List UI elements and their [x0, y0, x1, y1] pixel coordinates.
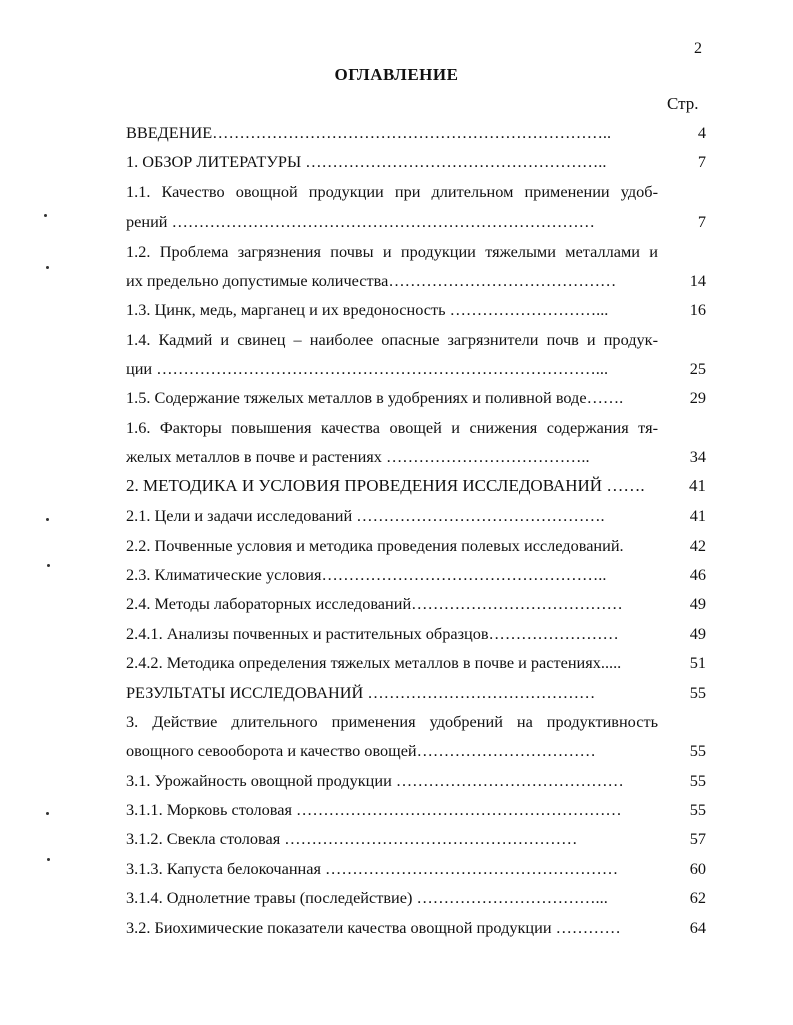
toc-entry-page: 29 — [689, 388, 706, 407]
toc-entry — [126, 268, 706, 294]
toc-entry — [126, 591, 706, 617]
toc-entry — [126, 915, 706, 941]
toc-entry — [126, 826, 706, 852]
toc-entry — [126, 356, 706, 382]
toc-entry-text: желых металлов в почве и растениях ……………………………….. — [126, 447, 590, 466]
toc-entry-text: ции ………………………………………………………………………... — [126, 359, 609, 378]
toc-entry — [126, 533, 706, 559]
toc-entry-page: 25 — [689, 359, 706, 378]
toc-entry-text: 3.1. Урожайность овощной продукции …………………………………… — [126, 771, 624, 790]
toc-entry — [126, 444, 706, 470]
toc-entry-text: 2.1. Цели и задачи исследований ………………………………………. — [126, 506, 605, 525]
toc-entry — [126, 797, 706, 823]
toc-entry-text: 2.4.2. Методика определения тяжелых металлов в почве и растениях..... — [126, 653, 622, 672]
scan-speck — [46, 266, 49, 269]
toc-entry — [126, 650, 706, 676]
toc-entry-page: 55 — [689, 800, 706, 819]
toc-entry-text: 2.3. Климатические условия…………………………………………….. — [126, 565, 607, 584]
toc-entry — [126, 149, 706, 175]
toc-entry-page: 7 — [697, 152, 706, 171]
toc-entry-page: 14 — [689, 271, 706, 290]
toc-entry-text: 2.2. Почвенные условия и методика проведения полевых исследований. — [126, 536, 624, 555]
toc-entry — [126, 885, 706, 911]
toc-entry-page: 60 — [689, 859, 706, 878]
toc-entry — [126, 621, 706, 647]
toc-entry-page: 49 — [689, 624, 706, 643]
toc-entry-page: 55 — [689, 741, 706, 760]
toc-entry-text: 1.4. Кадмий и свинец – наиболее опасные загрязнители почв и продук- — [126, 330, 658, 349]
toc-entry — [126, 415, 706, 441]
page-title: ОГЛАВЛЕНИЕ — [334, 65, 459, 84]
toc-entry-text: 1.2. Проблема загрязнения почвы и продукции тяжелыми металлами и — [126, 242, 658, 261]
toc-entry-text: 3.1.3. Капуста белокочанная ……………………………………………… — [126, 859, 619, 878]
toc-entry-page: 55 — [689, 771, 706, 790]
scan-speck — [47, 564, 50, 567]
toc-entry-text: 1.1. Качество овощной продукции при длительном применении удоб- — [126, 182, 658, 201]
page-number: 2 — [694, 40, 702, 57]
toc-entry-page: 41 — [689, 506, 706, 525]
toc-entry-page: 62 — [689, 888, 706, 907]
toc-entry-page: 41 — [689, 476, 706, 495]
toc-entry-page: 16 — [689, 300, 706, 319]
toc-entry-text: 1. ОБЗОР ЛИТЕРАТУРЫ ……………………………………………….. — [126, 152, 607, 171]
toc-entry-text: 1.3. Цинк, медь, марганец и их вредоносность ………………………... — [126, 300, 609, 319]
toc-entry-text: 3.1.1. Морковь столовая …………………………………………………… — [126, 800, 622, 819]
toc-entry-text: 1.6. Факторы повышения качества овощей и снижения содержания тя- — [126, 418, 658, 437]
page-column-header: Стр. — [667, 94, 699, 113]
toc-entry — [126, 385, 706, 411]
scan-speck — [46, 812, 49, 815]
toc-entry-page: 55 — [689, 683, 706, 702]
toc-entry-text: ВВЕДЕНИЕ……………………………………………………………….. — [126, 123, 612, 142]
toc-entry — [126, 856, 706, 882]
toc-entry-page: 49 — [689, 594, 706, 613]
scan-speck — [44, 214, 47, 217]
toc-entry-text: 2.4. Методы лабораторных исследований………………………………… — [126, 594, 623, 613]
scan-speck — [46, 518, 49, 521]
toc-entry-page: 34 — [689, 447, 706, 466]
toc-entry — [126, 297, 706, 323]
toc-entry-text: рений …………………………………………………………………… — [126, 212, 595, 231]
toc-entry — [126, 179, 706, 205]
toc-entry-text: 1.5. Содержание тяжелых металлов в удобрениях и поливной воде……. — [126, 388, 624, 407]
toc-entry — [126, 473, 706, 499]
toc-entry — [126, 562, 706, 588]
toc-entry-text: овощного севооборота и качество овощей…………………………… — [126, 741, 596, 760]
toc-entry-page: 46 — [689, 565, 706, 584]
toc-entry — [126, 709, 706, 735]
scan-speck — [47, 858, 50, 861]
toc-entry-text: их предельно допустимые количества…………………………………… — [126, 271, 617, 290]
toc-entry-page: 64 — [689, 918, 706, 937]
toc-entry — [126, 738, 706, 764]
toc-entry-text: 2. МЕТОДИКА И УСЛОВИЯ ПРОВЕДЕНИЯ ИССЛЕДОВАНИЙ ……. — [126, 476, 645, 495]
toc-entry — [126, 209, 706, 235]
toc-entry-text: 3.2. Биохимические показатели качества овощной продукции ………… — [126, 918, 621, 937]
toc-entry-text: 3. Действие длительного применения удобрений на продуктивность — [126, 712, 658, 731]
toc-entry-text: РЕЗУЛЬТАТЫ ИССЛЕДОВАНИЙ …………………………………… — [126, 683, 596, 702]
toc-entry-page: 57 — [689, 829, 706, 848]
toc-entry-text: 3.1.4. Однолетние травы (последействие) ……………………………... — [126, 888, 608, 907]
toc-entry — [126, 680, 706, 706]
toc-entry — [126, 239, 706, 265]
toc-entry — [126, 327, 706, 353]
toc-entry — [126, 768, 706, 794]
toc-entry-page: 7 — [697, 212, 706, 231]
toc-entry-text: 2.4.1. Анализы почвенных и растительных образцов…………………… — [126, 624, 619, 643]
toc-entry — [126, 503, 706, 529]
toc-entry-page: 51 — [689, 653, 706, 672]
toc-entry-page: 42 — [689, 536, 706, 555]
toc-entry-text: 3.1.2. Свекла столовая ……………………………………………… — [126, 829, 578, 848]
toc-entry — [126, 120, 706, 146]
toc-entry-page: 4 — [697, 123, 706, 142]
